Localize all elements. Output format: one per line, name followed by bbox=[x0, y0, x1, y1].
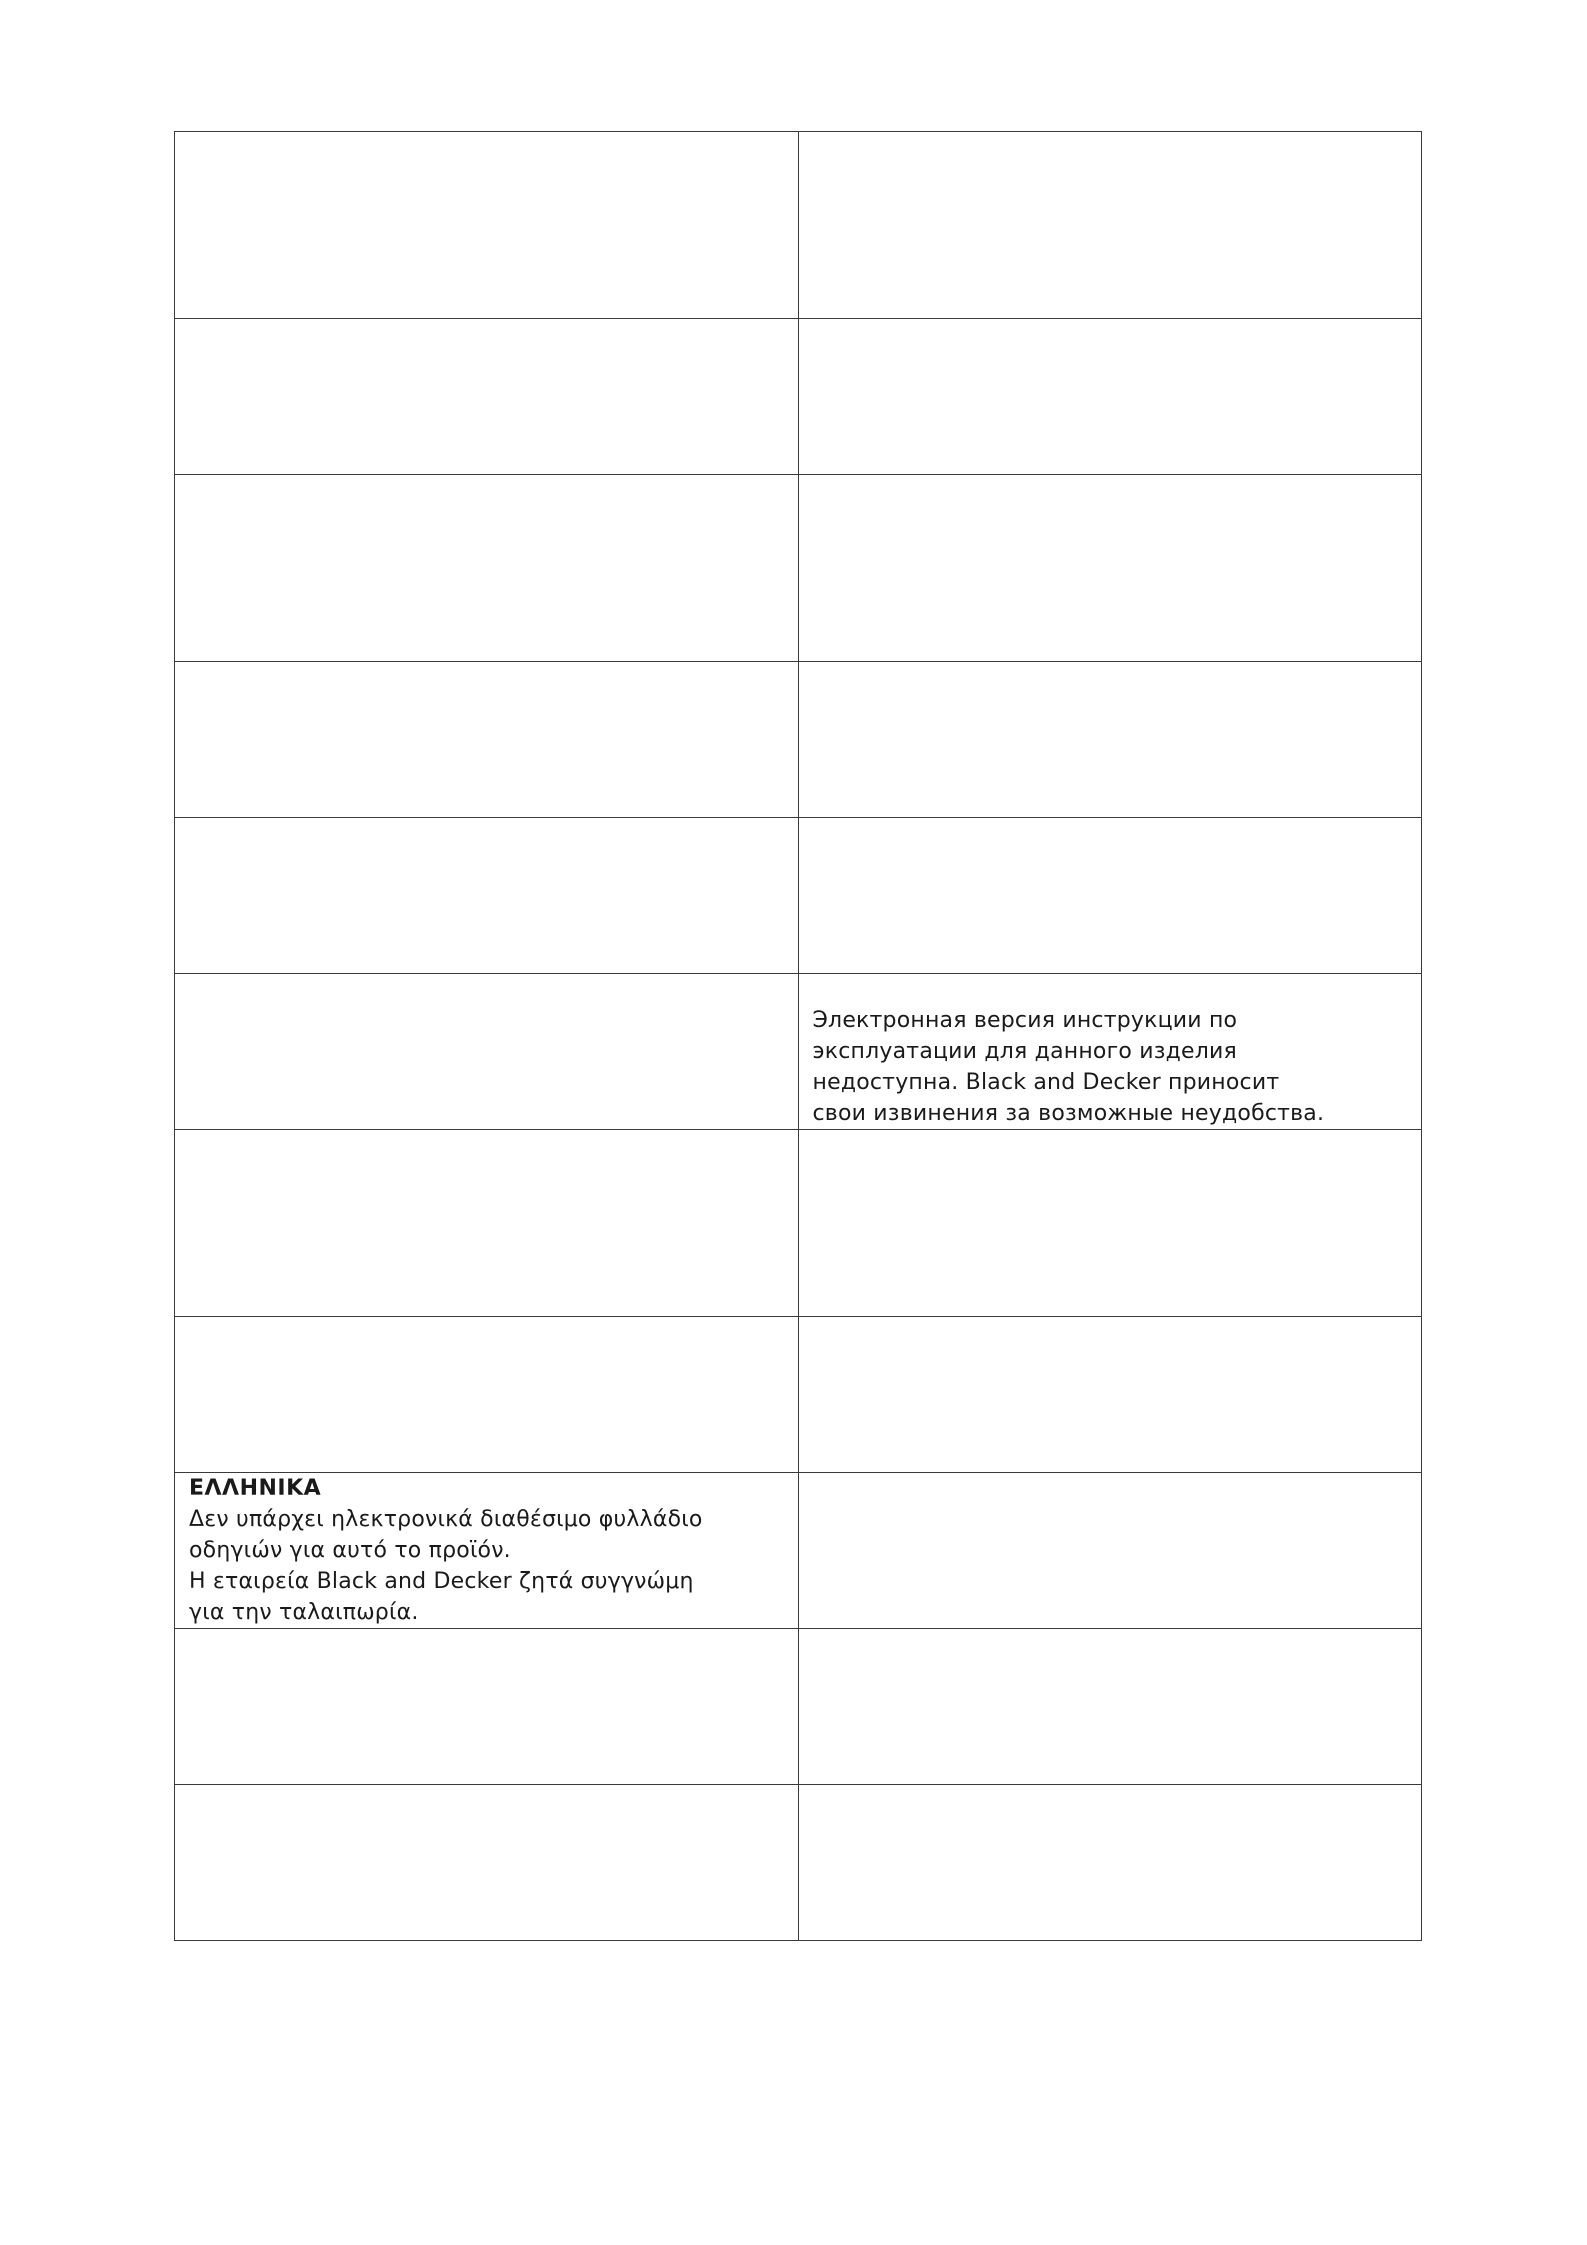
table-cell bbox=[798, 1629, 1422, 1785]
table-cell bbox=[175, 974, 799, 1130]
table-cell bbox=[175, 1629, 799, 1785]
table-cell bbox=[798, 818, 1422, 974]
table-row bbox=[175, 1130, 1422, 1317]
table-cell bbox=[798, 1785, 1422, 1941]
table-cell bbox=[798, 662, 1422, 818]
table-cell bbox=[175, 1130, 799, 1317]
table-row bbox=[175, 1317, 1422, 1473]
greek-notice-heading: ΕΛΛΗΝΙΚΑ bbox=[189, 1476, 322, 1501]
table-row bbox=[175, 818, 1422, 974]
greek-notice-line: Δεν υπάρχει ηλεκτρονικά διαθέσιμο φυλλάδιο bbox=[189, 1507, 703, 1532]
table-cell bbox=[798, 319, 1422, 475]
russian-notice-text bbox=[799, 1005, 1422, 1129]
greek-notice-text bbox=[175, 1473, 798, 1628]
table-row bbox=[175, 1473, 1422, 1629]
table-cell bbox=[175, 818, 799, 974]
table-cell bbox=[175, 475, 799, 662]
table-row bbox=[175, 1629, 1422, 1785]
table-cell bbox=[798, 1317, 1422, 1473]
greek-notice-line: για την ταλαιπωρία. bbox=[189, 1600, 419, 1625]
russian-notice-line: свои извинения за возможные неудобства. bbox=[812, 1101, 1325, 1126]
table-cell bbox=[175, 1785, 799, 1941]
table-cell bbox=[798, 1130, 1422, 1317]
table-row bbox=[175, 132, 1422, 319]
greek-notice-cell bbox=[175, 1473, 799, 1629]
table-row bbox=[175, 974, 1422, 1130]
table-cell bbox=[798, 1473, 1422, 1629]
greek-notice-line: οδηγιών για αυτό το προϊόν. bbox=[189, 1538, 511, 1563]
language-notice-table bbox=[174, 131, 1422, 1941]
table-cell bbox=[175, 1317, 799, 1473]
greek-notice-line: Η εταιρεία Black and Decker ζητά συγγνώμη bbox=[189, 1569, 694, 1594]
table-cell bbox=[798, 475, 1422, 662]
russian-notice-cell bbox=[798, 974, 1422, 1130]
russian-notice-line: недоступна. Black and Decker приносит bbox=[812, 1070, 1280, 1095]
table-row bbox=[175, 662, 1422, 818]
table-row bbox=[175, 475, 1422, 662]
table-cell bbox=[798, 132, 1422, 319]
table-cell bbox=[175, 132, 799, 319]
russian-notice-line: эксплуатации для данного изделия bbox=[812, 1039, 1237, 1064]
table-cell bbox=[175, 662, 799, 818]
table-row bbox=[175, 1785, 1422, 1941]
russian-notice-line: Электронная версия инструкции по bbox=[812, 1008, 1238, 1033]
table-row bbox=[175, 319, 1422, 475]
table-cell bbox=[175, 319, 799, 475]
